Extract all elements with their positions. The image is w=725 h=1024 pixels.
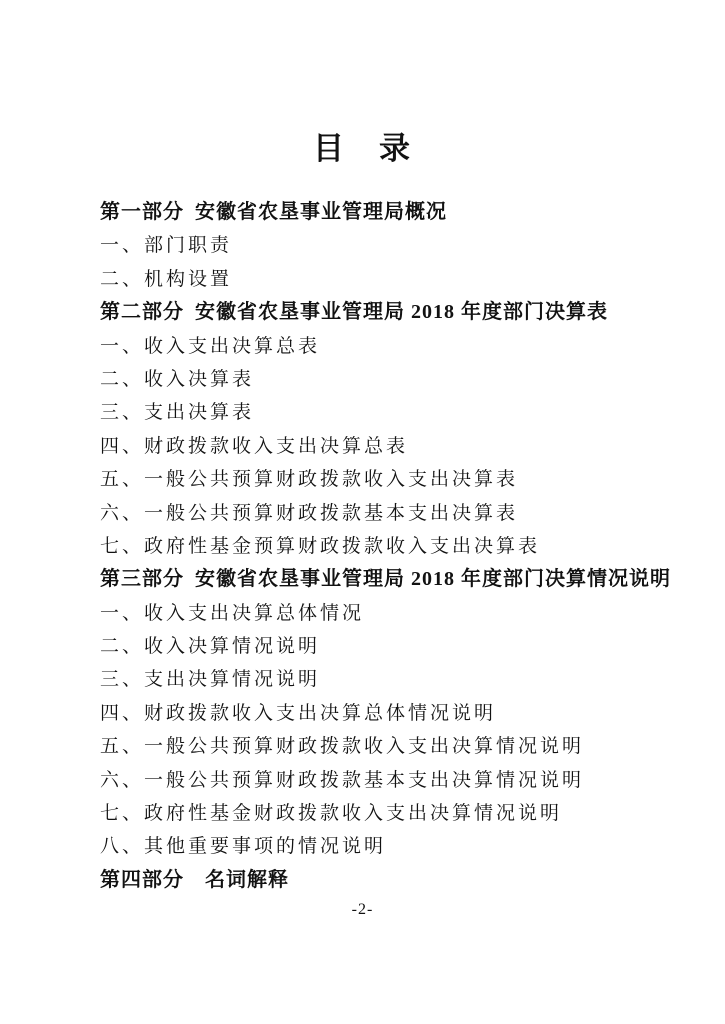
toc-item: 一、收入支出决算总体情况 — [100, 602, 365, 624]
toc-item: 一、部门职责 — [100, 235, 233, 257]
toc-item: 四、财政拨款收入支出决算总体情况说明 — [100, 702, 497, 724]
toc-item: 三、支出决算表 — [100, 402, 255, 424]
toc-item: 四、财政拨款收入支出决算总表 — [100, 435, 409, 457]
toc-item: 五、一般公共预算财政拨款收入支出决算情况说明 — [100, 736, 585, 758]
toc-item: 七、政府性基金财政拨款收入支出决算情况说明 — [100, 803, 563, 825]
toc-item: 六、一般公共预算财政拨款基本支出决算情况说明 — [100, 769, 585, 791]
toc-section-header: 第二部分 安徽省农垦事业管理局 2018 年度部门决算表 — [100, 301, 608, 324]
toc-item: 二、收入决算情况说明 — [100, 636, 321, 658]
toc-item: 二、收入决算表 — [100, 368, 255, 390]
page-number: -2- — [351, 901, 374, 918]
toc-item: 一、收入支出决算总表 — [100, 335, 321, 357]
toc-item: 八、其他重要事项的情况说明 — [100, 836, 387, 858]
document-title: 目 录 — [313, 131, 412, 166]
toc-section-header: 第四部分 名词解释 — [100, 868, 289, 891]
toc-item: 七、政府性基金预算财政拨款收入支出决算表 — [100, 535, 541, 557]
toc-section-header: 第三部分 安徽省农垦事业管理局 2018 年度部门决算情况说明 — [100, 568, 671, 591]
toc-item: 五、一般公共预算财政拨款收入支出决算表 — [100, 469, 519, 491]
toc-item: 三、支出决算情况说明 — [100, 669, 321, 691]
table-of-contents — [100, 196, 671, 897]
toc-item: 六、一般公共预算财政拨款基本支出决算表 — [100, 502, 519, 524]
toc-item: 二、机构设置 — [100, 268, 233, 290]
toc-section-header: 第一部分 安徽省农垦事业管理局概况 — [100, 201, 447, 223]
